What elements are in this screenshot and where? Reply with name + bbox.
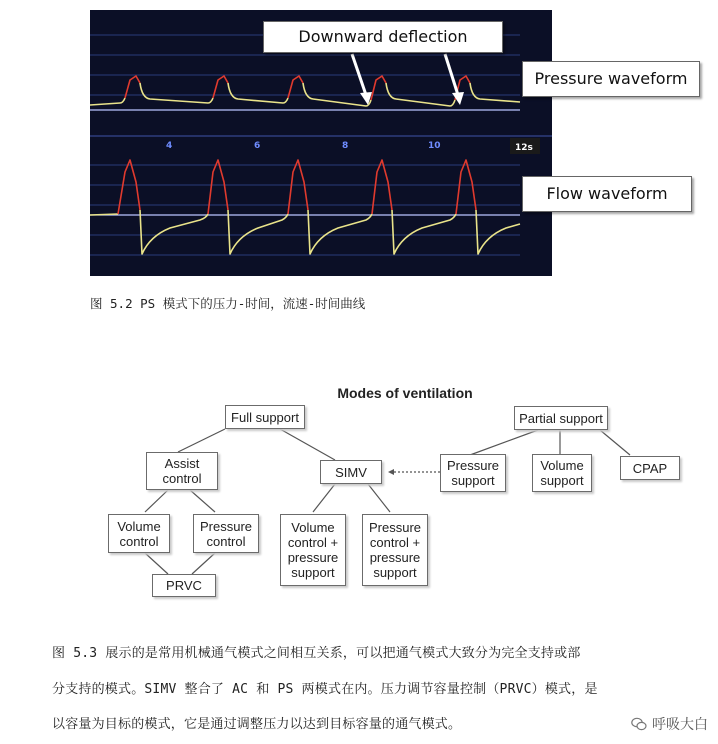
node-full-support: Full support <box>225 405 305 429</box>
node-pressure-control: Pressure control <box>193 514 259 553</box>
time-tick: 6 <box>254 141 261 151</box>
modes-of-ventilation-diagram <box>90 375 710 605</box>
dashed-arrow-head <box>388 469 394 475</box>
body-text-line: 分支持的模式。SIMV 整合了 AC 和 PS 两模式在内。压力调节容量控制（PRVC）模式，是 <box>52 682 598 697</box>
node-prvc: PRVC <box>152 574 216 597</box>
node-volume-control: Volume control <box>108 514 170 553</box>
time-tick: 12s <box>515 143 533 153</box>
callout-pressure-waveform: Pressure waveform <box>522 61 700 97</box>
body-text-line: 以容量为目标的模式，它是通过调整压力以达到目标容量的通气模式。 <box>52 717 462 732</box>
node-assist-control: Assist control <box>146 452 218 490</box>
node-partial-support: Partial support <box>514 406 608 430</box>
node-simv: SIMV <box>320 460 382 484</box>
flow-waveform <box>90 160 520 254</box>
figure-5-2-caption: 图 5.2 PS 模式下的压力-时间，流速-时间曲线 <box>90 296 366 311</box>
callout-downward-deflection: Downward deflection <box>263 21 503 53</box>
node-pressure-support: Pressure support <box>440 454 506 492</box>
node-volume-support: Volume support <box>532 454 592 492</box>
watermark <box>631 714 708 734</box>
time-tick: 4 <box>166 141 173 151</box>
watermark-text: 呼吸大白 <box>652 717 708 733</box>
body-text-line: 图 5.3 展示的是常用机械通气模式之间相互关系，可以把通气模式大致分为完全支持或部 <box>52 646 581 661</box>
node-volume-control-plus-pressure-support: Volume control + pressure support <box>280 514 346 586</box>
node-cpap: CPAP <box>620 456 680 480</box>
diagram-title: Modes of ventilation <box>337 385 473 401</box>
node-pressure-control-plus-pressure-support: Pressure control + pressure support <box>362 514 428 586</box>
wechat-icon <box>631 716 647 732</box>
callout-flow-waveform: Flow waveform <box>522 176 692 212</box>
time-tick: 8 <box>342 141 349 151</box>
time-tick: 10 <box>428 141 441 151</box>
deflection-arrows <box>352 54 464 105</box>
